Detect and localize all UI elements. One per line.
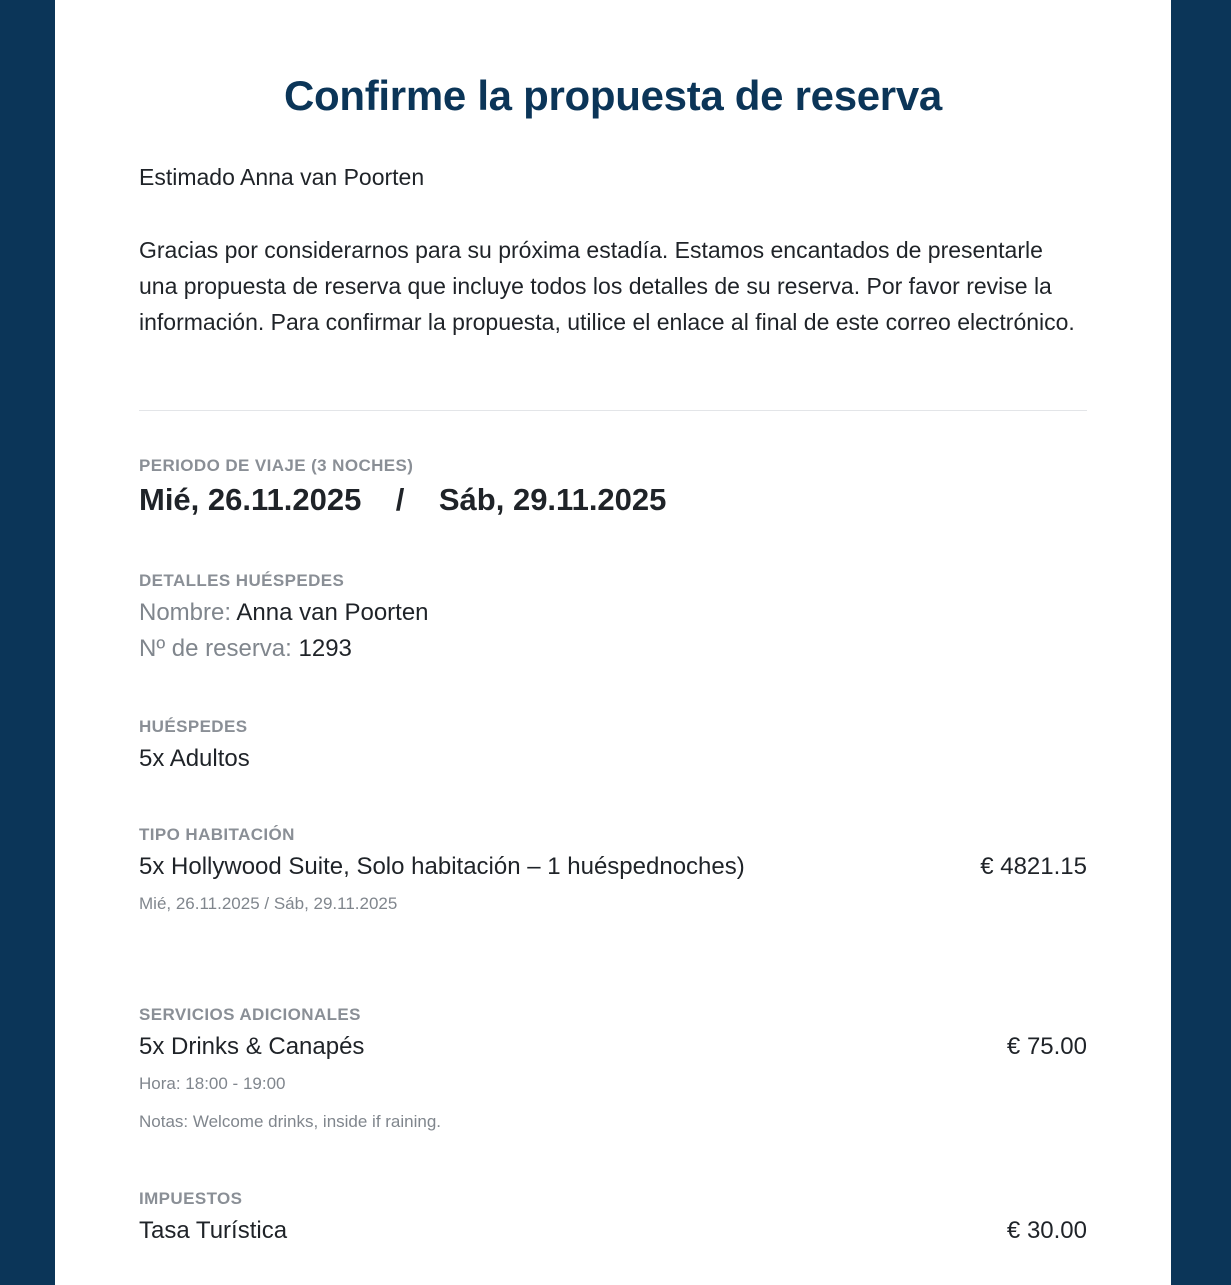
service-time: Hora: 18:00 - 19:00 [139, 1074, 286, 1093]
room-price: € 4821.15 [980, 853, 1087, 880]
guest-name-label: Nombre: [139, 599, 232, 626]
service-price: € 75.00 [1006, 1033, 1087, 1060]
services-label: SERVICIOS ADICIONALES [139, 1005, 361, 1024]
room-row [139, 849, 1087, 885]
guest-name-line [139, 595, 1087, 631]
room-description: 5x Hollywood Suite, Solo habitación – 1 huéspednoches) [139, 853, 745, 880]
greeting: Estimado Anna van Poorten [139, 164, 425, 190]
tax-description: Tasa Turística [139, 1217, 288, 1244]
guests-section [139, 717, 1087, 777]
guest-name-value: Anna van Poorten [236, 599, 429, 626]
travel-date-separator: / [395, 482, 405, 517]
booking-number-label: Nº de reserva: [139, 635, 292, 662]
travel-start-date: Mié, 26.11.2025 [139, 482, 362, 517]
travel-period-section [139, 456, 1087, 518]
taxes-label: IMPUESTOS [139, 1189, 243, 1208]
room-dates: Mié, 26.11.2025 / Sáb, 29.11.2025 [139, 894, 398, 913]
travel-period-label: PERIODO DE VIAJE (3 NOCHES) [139, 456, 414, 475]
booking-number-value: 1293 [298, 635, 352, 662]
room-type-section [139, 825, 1087, 915]
travel-dates [139, 482, 1087, 518]
taxes-section [139, 1189, 1087, 1249]
guests-label: HUÉSPEDES [139, 717, 248, 736]
email-card [55, 0, 1171, 1285]
travel-end-date: Sáb, 29.11.2025 [438, 482, 667, 517]
intro-paragraph: Gracias por considerarnos para su próxima estadía. Estamos encantados de presentarle una propuesta de reserva que incluye todos los detalles de su reserva. Por favor revise la información. Para confirmar la propuesta, utilice el enlace al final de este correo electrónico. [139, 237, 1075, 335]
guest-details-label: DETALLES HUÉSPEDES [139, 571, 345, 590]
page-title: Confirme la propuesta de reserva [284, 72, 942, 119]
service-notes: Notas: Welcome drinks, inside if raining. [139, 1112, 442, 1131]
tax-row [139, 1213, 1087, 1249]
tax-price: € 30.00 [1006, 1217, 1087, 1244]
room-type-label: TIPO HABITACIÓN [139, 825, 295, 844]
services-section [139, 1005, 1087, 1133]
divider [139, 410, 1087, 411]
booking-number-line [139, 631, 1087, 667]
guest-details-section [139, 571, 1087, 667]
service-description: 5x Drinks & Canapés [139, 1033, 365, 1060]
service-row [139, 1029, 1087, 1065]
guests-value: 5x Adultos [139, 745, 250, 772]
